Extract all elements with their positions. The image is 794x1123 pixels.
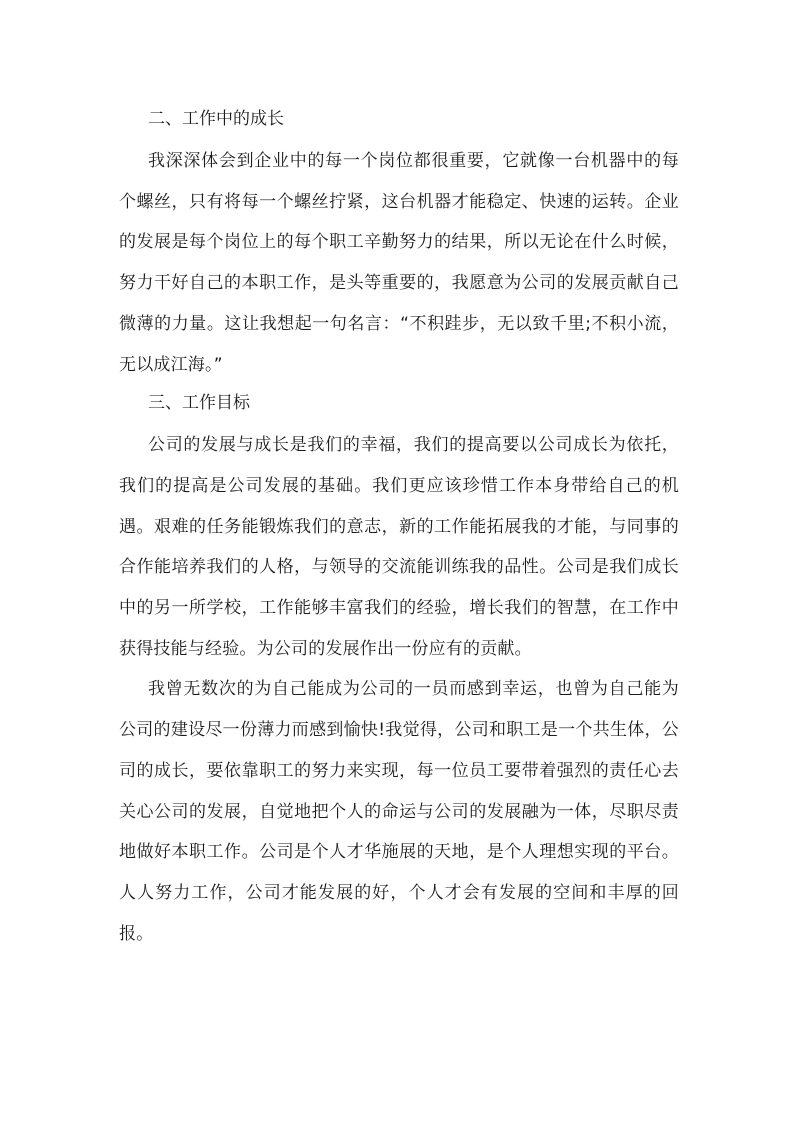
section-heading-goals: 三、工作目标 bbox=[148, 393, 250, 414]
document-body bbox=[119, 101, 679, 954]
paragraph-growth: 我深深体会到企业中的每一个岗位都很重要，它就像一台机器中的每个螺丝，只有将每一个螺丝拧紧，这台机器才能稳定、快速的运转。企业的发展是每个岗位上的每个职工辛勤努力的结果，所以无论在什么时候，努力干好自己的本职工作，是头等重要的，我愿意为公司的发展贡献自己微薄的力量。这让我想起一句名言：“不积跬步，无以致千里;不积小流，无以成江海。” bbox=[119, 151, 679, 375]
section-heading-growth: 二、工作中的成长 bbox=[148, 109, 284, 129]
paragraph-goals-2: 我曾无数次的为自己能成为公司的一员而感到幸运，也曾为自己能为公司的建设尽一份薄力而感到愉快!我觉得，公司和职工是一个共生体，公司的成长，要依靠职工的努力来实现，每一位员工要带着强烈的责任心去关心公司的发展，自觉地把个人的命运与公司的发展融为一体，尽职尽责地做好本职工作。公司是个人才华施展的天地，是个人理想实现的平台。人人努力工作，公司才能发展的好，个人才会有发展的空间和丰厚的回报。 bbox=[119, 679, 679, 944]
paragraph-goals-1: 公司的发展与成长是我们的幸福，我们的提高要以公司成长为依托，我们的提高是公司发展的基础。我们更应该珍惜工作本身带给自己的机遇。艰难的任务能锻炼我们的意志，新的工作能拓展我的才能，与同事的合作能培养我们的人格，与领导的交流能训练我的品性。公司是我们成长中的另一所学校，工作能够丰富我们的经验，增长我们的智慧，在工作中获得技能与经验。为公司的发展作出一份应有的贡献。 bbox=[119, 435, 679, 659]
